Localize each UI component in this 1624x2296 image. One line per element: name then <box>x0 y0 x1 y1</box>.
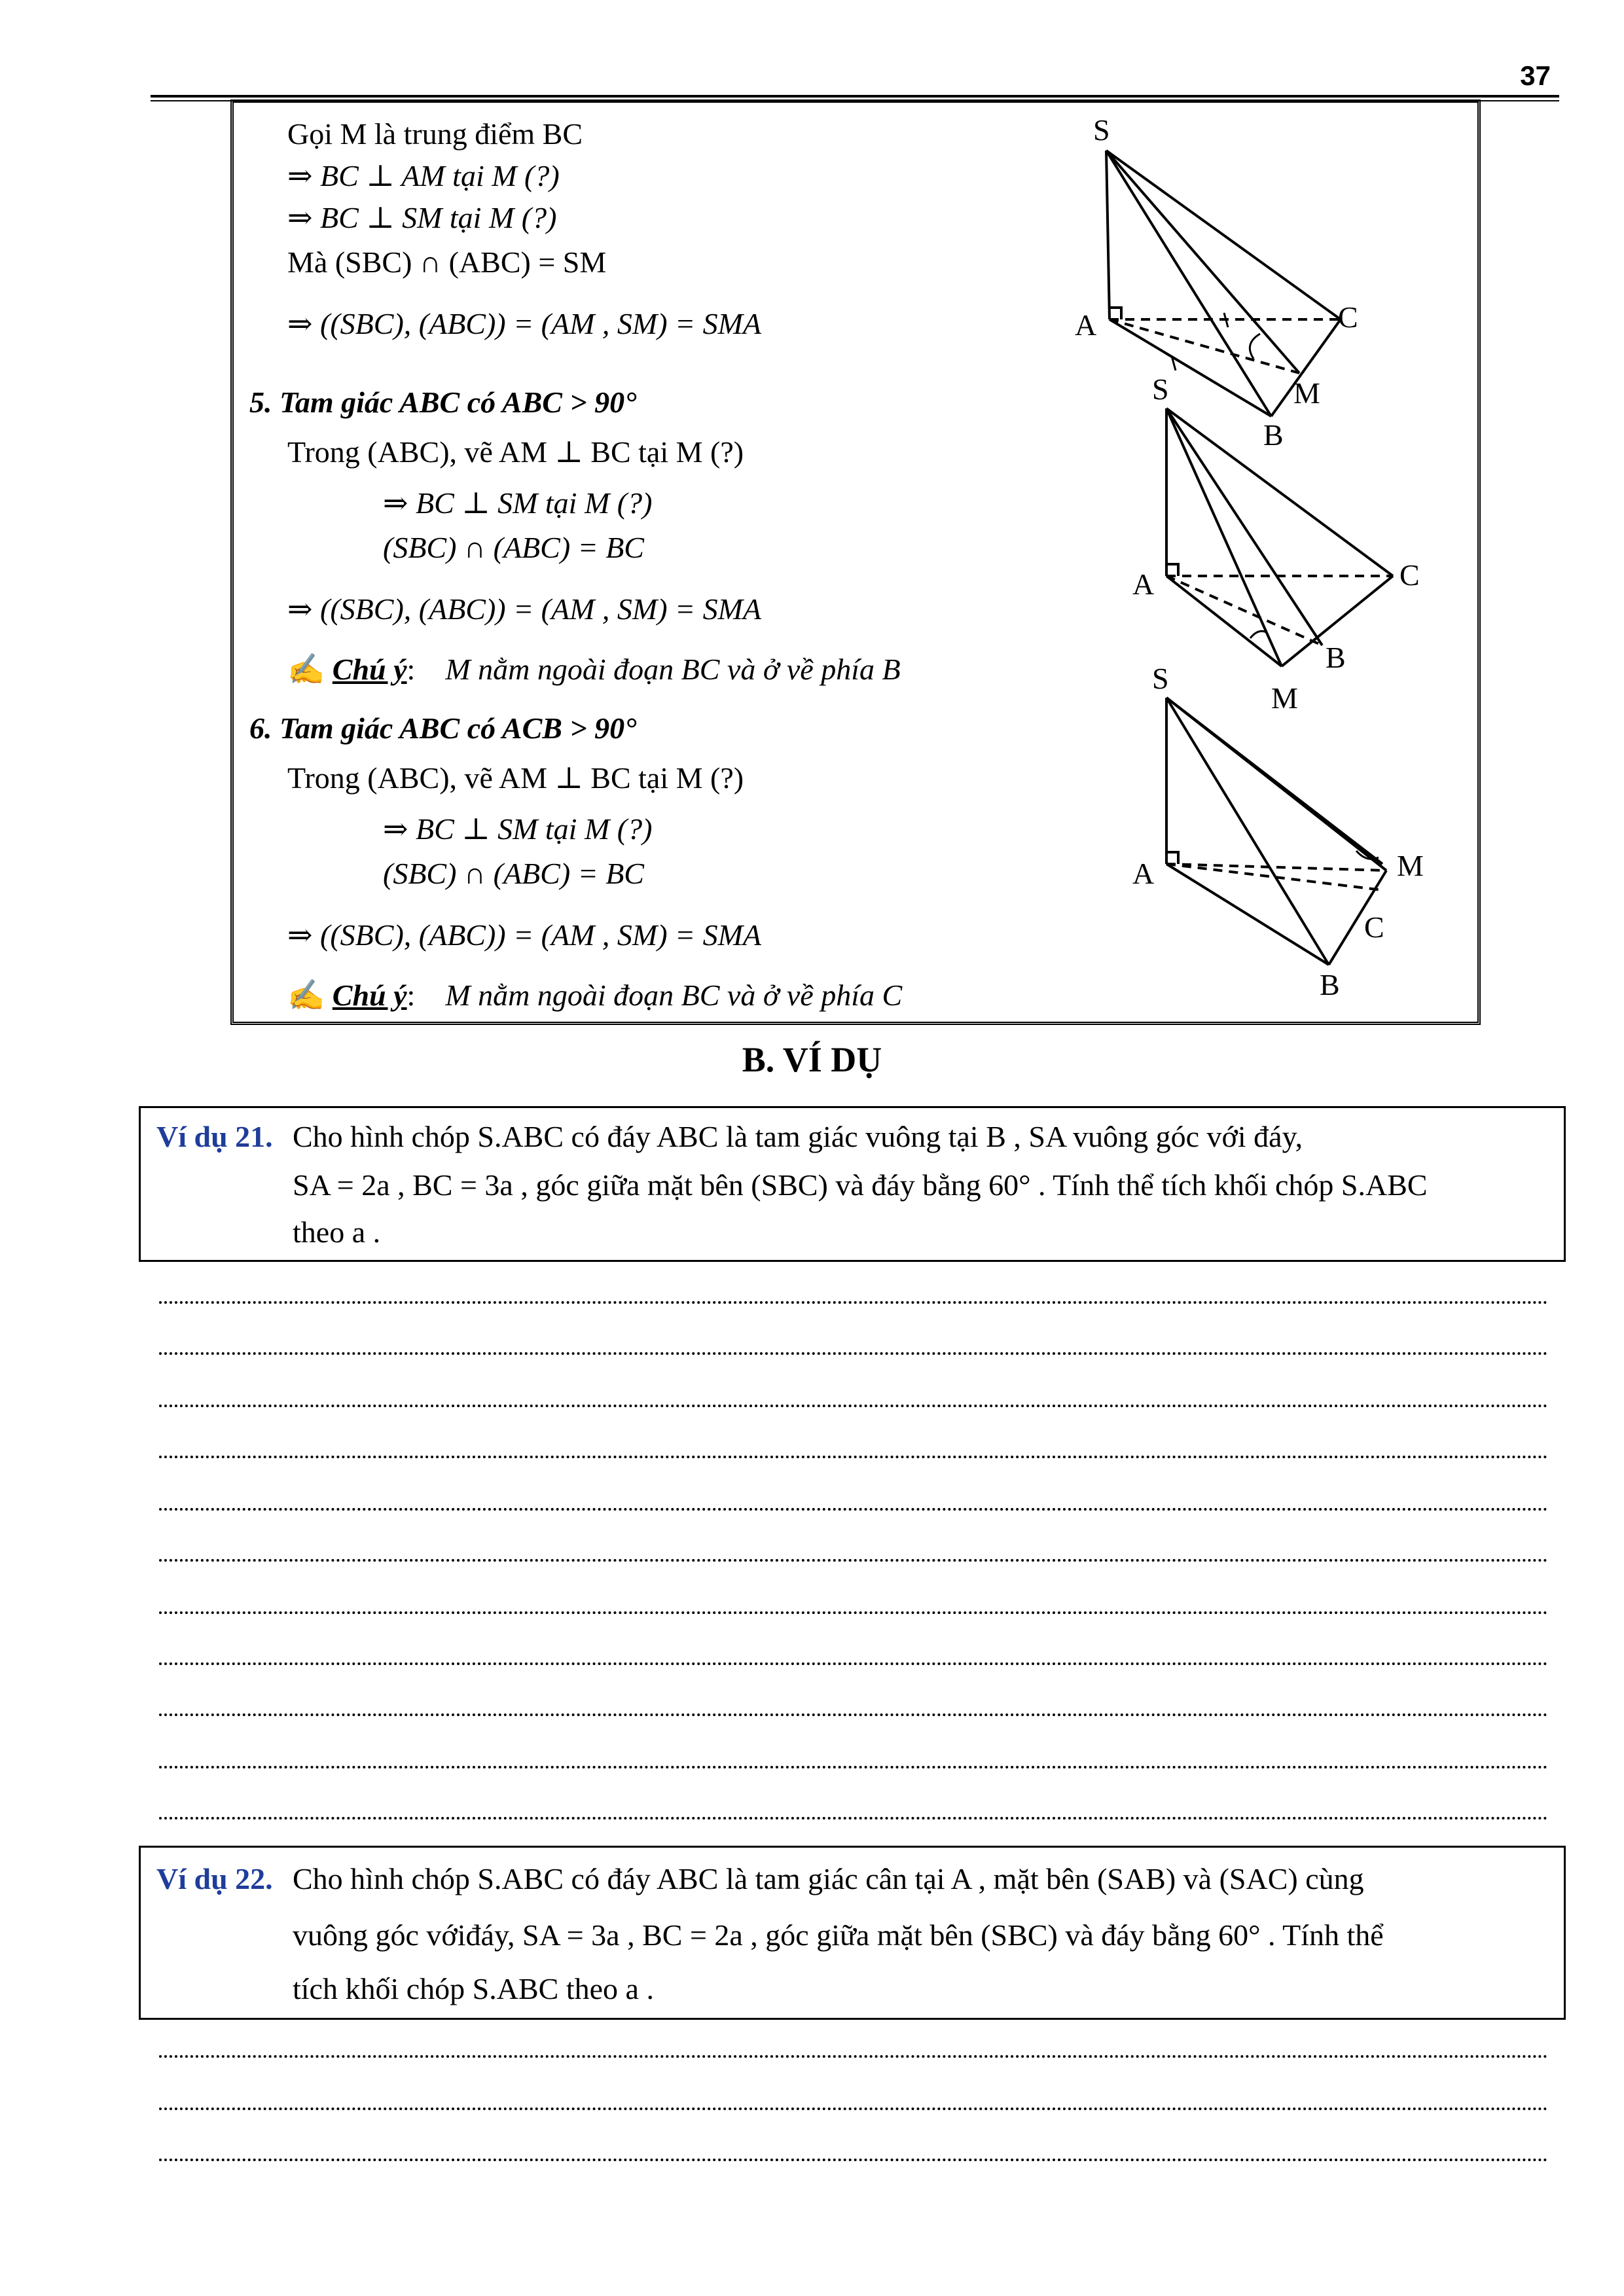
answer-line[interactable] <box>159 1352 1548 1355</box>
case6-note: ✍ Chú ý: M nằm ngoài đoạn BC và ở về phía C <box>287 978 903 1012</box>
case5-heading: 5. Tam giác ABC có ABC > 90° <box>249 386 637 419</box>
theory-line: ⇒ ((SBC), (ABC)) = (AM , SM) = SMA <box>287 307 761 340</box>
section-title: B. VÍ DỤ <box>742 1040 882 1079</box>
answer-line[interactable] <box>159 2159 1548 2161</box>
case6-heading: 6. Tam giác ABC có ACB > 90° <box>249 711 637 745</box>
example-text: Cho hình chóp S.ABC có đáy ABC là tam giác vuông tại B , SA vuông góc với đáy, <box>293 1120 1303 1153</box>
answer-line[interactable] <box>159 1456 1548 1458</box>
example-label: Ví dụ 21. <box>156 1120 273 1153</box>
pencil-icon: ✍ <box>287 978 325 1012</box>
example-text: theo a . <box>293 1215 381 1249</box>
answer-line[interactable] <box>159 1766 1548 1768</box>
answer-line[interactable] <box>159 1559 1548 1562</box>
note-label: Chú ý <box>332 653 407 686</box>
note-text: M nằm ngoài đoạn BC và ở về phía C <box>445 978 903 1012</box>
answer-line[interactable] <box>159 1713 1548 1716</box>
figure-case6 <box>1166 698 1386 965</box>
label-c: C <box>1338 300 1358 334</box>
note-text: M nằm ngoài đoạn BC và ở về phía B <box>445 653 901 686</box>
answer-line[interactable] <box>159 2055 1548 2058</box>
example-21-box <box>139 1106 1566 1262</box>
theory-line: Trong (ABC), vẽ AM ⊥ BC tại M (?) <box>287 435 744 469</box>
example-22-box <box>139 1846 1566 2020</box>
label-a: A <box>1132 567 1155 601</box>
theory-line: ⇒ BC ⊥ AM tại M (?) <box>287 159 560 192</box>
example-text: SA = 2a , BC = 3a , góc giữa mặt bên (SBC) và đáy bằng 60° . Tính thể tích khối chóp S.ABC <box>293 1168 1428 1202</box>
label-a: A <box>1132 857 1155 890</box>
answer-line[interactable] <box>159 2108 1548 2110</box>
label-b: B <box>1320 968 1340 1001</box>
note-label: Chú ý <box>332 978 407 1012</box>
example-text: tích khối chóp S.ABC theo a . <box>293 1972 654 2005</box>
theory-line: ⇒ ((SBC), (ABC)) = (AM , SM) = SMA <box>287 918 761 952</box>
case5-note: ✍ Chú ý: M nằm ngoài đoạn BC và ở về phía B <box>287 653 901 686</box>
label-b: B <box>1326 641 1346 674</box>
theory-line: ⇒ BC ⊥ SM tại M (?) <box>383 812 653 846</box>
theory-line: Gọi M là trung điểm BC <box>287 117 583 151</box>
theory-line: (SBC) ∩ (ABC) = BC <box>383 531 644 564</box>
example-text: Cho hình chóp S.ABC có đáy ABC là tam giác cân tại A , mặt bên (SAB) và (SAC) cùng <box>293 1862 1364 1895</box>
label-s: S <box>1093 113 1110 147</box>
theory-line: ⇒ BC ⊥ SM tại M (?) <box>287 201 557 234</box>
answer-line[interactable] <box>159 1662 1548 1665</box>
label-c: C <box>1399 558 1420 592</box>
answer-line[interactable] <box>159 1611 1548 1614</box>
theory-line: ⇒ BC ⊥ SM tại M (?) <box>383 486 653 520</box>
label-b: B <box>1263 418 1284 452</box>
example-label: Ví dụ 22. <box>156 1862 273 1895</box>
label-m: M <box>1397 849 1424 882</box>
page-number: 37 <box>1520 60 1551 91</box>
example-text: vuông góc vớiđáy, SA = 3a , BC = 2a , góc giữa mặt bên (SBC) và đáy bằng 60° . Tính thể <box>293 1918 1384 1952</box>
label-c: C <box>1364 910 1384 944</box>
theory-line: ⇒ ((SBC), (ABC)) = (AM , SM) = SMA <box>287 592 761 626</box>
answer-line[interactable] <box>159 1817 1548 1820</box>
answer-line[interactable] <box>159 1405 1548 1407</box>
pyramid-figures <box>0 0 1624 1034</box>
label-m: M <box>1293 376 1320 410</box>
label-s: S <box>1152 372 1169 406</box>
theory-line: Mà (SBC) ∩ (ABC) = SM <box>287 245 607 279</box>
theory-line: (SBC) ∩ (ABC) = BC <box>383 857 644 890</box>
label-m: M <box>1271 681 1298 715</box>
answer-line[interactable] <box>159 1301 1548 1304</box>
label-a: A <box>1075 308 1097 342</box>
theory-line: Trong (ABC), vẽ AM ⊥ BC tại M (?) <box>287 761 744 795</box>
label-s: S <box>1152 662 1169 695</box>
pencil-icon: ✍ <box>287 653 325 686</box>
answer-line[interactable] <box>159 1508 1548 1511</box>
